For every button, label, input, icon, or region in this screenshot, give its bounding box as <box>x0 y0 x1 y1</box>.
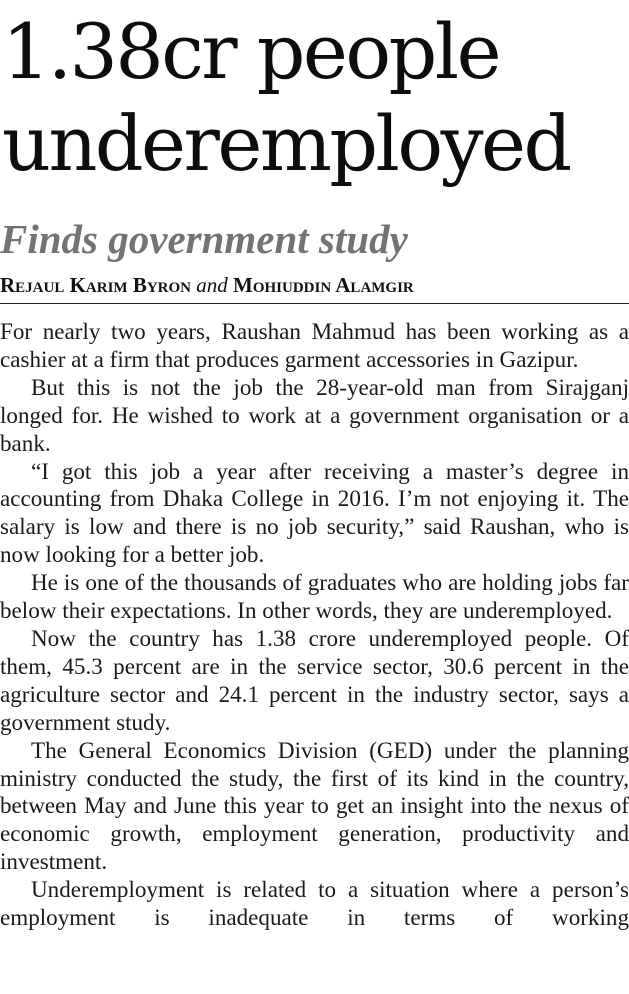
byline-author-2: Mohiuddin Alamgir <box>233 273 414 297</box>
article-body <box>0 318 629 932</box>
headline-line-2: underemployed <box>2 99 570 188</box>
paragraph-2: But this is not the job the 28-year-old man from Sirajganj longed for. He wished to work at a government organisation or a bank. <box>0 373 629 456</box>
byline-divider <box>0 303 629 304</box>
byline <box>0 273 414 297</box>
kicker-subheadline: Finds government study <box>0 216 408 262</box>
paragraph-7: Underemployment is related to a situation where a person’s employment is inadequate in terms of working <box>0 876 629 931</box>
byline-connector: and <box>196 273 228 297</box>
paragraph-1: For nearly two years, Raushan Mahmud has been working as a cashier at a firm that produces garment accessories in Gazipur. <box>0 318 629 372</box>
paragraph-6: The General Economics Division (GED) under the planning ministry conducted the study, the first of its kind in the country, between May and June this year to get an insight into the nexus of economic growth, employment generation, productivity and investment. <box>0 736 629 875</box>
paragraph-4: He is one of the thousands of graduates who are holding jobs far below their expectations. In other words, they are underemployed. <box>0 569 629 624</box>
paragraph-5: Now the country has 1.38 crore underemployed people. Of them, 45.3 percent are in the service sector, 30.6 percent in the agriculture sector and 24.1 percent in the industry sector, says a government study. <box>0 624 629 735</box>
headline-line-1: 1.38cr people <box>2 7 500 96</box>
headline <box>2 6 629 190</box>
byline-author-1: Rejaul Karim Byron <box>0 273 192 297</box>
paragraph-3: “I got this job a year after receiving a master’s degree in accounting from Dhaka College in 2016. I’m not enjoying it. The salary is low and there is no job security,” said Raushan, who is now looking for a better job. <box>0 457 629 568</box>
